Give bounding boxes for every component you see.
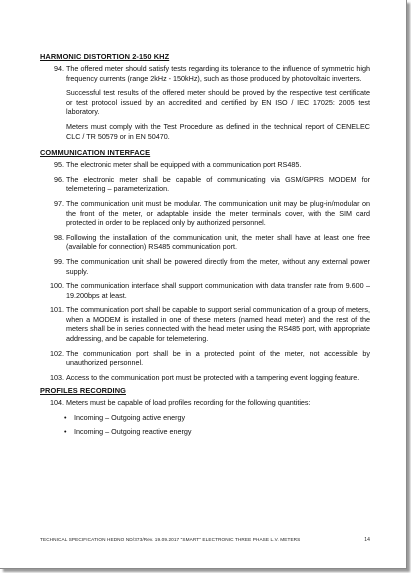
item-text: The communication interface shall support communication with data transfer rate from 9.600 – 19.200bps at least. (66, 281, 370, 300)
item-paragraph: The offered meter should satisfy tests regarding its tolerance to the influence of symmetric high frequency currents (range 2kHz - 150kHz), such as those produced by photovoltaic inverters. (66, 64, 370, 83)
footer-text: TECHNICAL SPECIFICATION HEDNO ND/373/Rev. 19.09.2017 "SMART" ELECTRONIC THREE PHASE L.V. METERS (40, 537, 301, 542)
bullet-icon: • (64, 413, 67, 423)
item-text: Following the installation of the communication unit, the meter shall have at least one free (available for connection) RS485 communication port. (66, 232, 370, 252)
item-94 (38, 64, 370, 141)
item-number: 103. (50, 372, 64, 382)
item-number: 94. (54, 64, 64, 73)
item-number: 104. (50, 398, 64, 408)
item-text: The communication port shall be capable to support serial communication of a group of meters, when a MODEM is installed in one of these meters (named head meter) and the rest of the meters shall be in series connected with the head meter using the RS485 port, with appropriate addressing, and be capable for telemetering. (66, 305, 370, 344)
section-title-communication: COMMUNICATION INTERFACE (40, 148, 151, 158)
item-number: 98. (54, 232, 64, 242)
communication-list (38, 160, 370, 382)
item-paragraph: Meters must comply with the Test Procedure as defined in the technical report of CENELEC CLC / TR 50579 or in EN 50470. (66, 121, 370, 141)
item-99 (38, 257, 370, 276)
page-number: 14 (364, 537, 370, 543)
item-100 (38, 281, 370, 300)
bullet-item (64, 426, 370, 437)
item-paragraph: Successful test results of the offered meter should be proved by the respective test certificate or test protocol issued by an accredited and certified by EN ISO / IEC 17025: 2005 test laboratory. (66, 88, 370, 117)
profiles-bullet-list (38, 413, 370, 436)
item-text: Access to the communication port must be protected with a tampering event logging feature. (66, 372, 360, 382)
page-footer (40, 537, 370, 542)
item-number: 101. (50, 305, 64, 315)
item-text: The electronic meter shall be capable of communicating via GSM/GPRS MODEM for telemetering – parameterization. (66, 174, 370, 194)
item-number: 95. (54, 160, 64, 170)
item-number: 99. (54, 256, 64, 266)
item-97 (38, 199, 370, 228)
item-96 (38, 175, 370, 194)
item-101 (38, 305, 370, 343)
item-number: 102. (50, 348, 64, 358)
item-number: 96. (54, 174, 64, 184)
item-text: The communication unit shall be powered directly from the meter, without any external power supply. (66, 256, 370, 276)
page-content (38, 52, 370, 440)
item-95 (38, 160, 370, 170)
item-text: The communication unit must be modular. The communication unit may be plug-in/modular on the front of the meter, or adaptable inside the meter terminals cover, with the SIM card protected in order to be replaced only by authorized personnel. (66, 198, 370, 228)
item-text: Meters must be capable of load profiles recording for the following quantities: (66, 398, 311, 408)
item-number: 97. (54, 198, 64, 208)
item-text: The electronic meter shall be equipped with a communication port RS485. (66, 160, 302, 170)
bullet-item (64, 413, 370, 423)
section-title-harmonic: HARMONIC DISTORTION 2-150 KHZ (40, 52, 170, 61)
bullet-icon: • (64, 426, 67, 436)
section-title-profiles: PROFILES RECORDING (40, 386, 126, 396)
item-102 (38, 349, 370, 368)
item-text: The communication port shall be in a protected point of the meter, not accessible by unauthorized personnel. (66, 348, 370, 368)
item-104 (38, 398, 370, 408)
item-103 (38, 373, 370, 383)
item-number: 100. (50, 281, 64, 291)
bullet-text: Incoming – Outgoing reactive energy (74, 426, 192, 436)
item-98 (38, 233, 370, 252)
bullet-text: Incoming – Outgoing active energy (74, 413, 186, 423)
